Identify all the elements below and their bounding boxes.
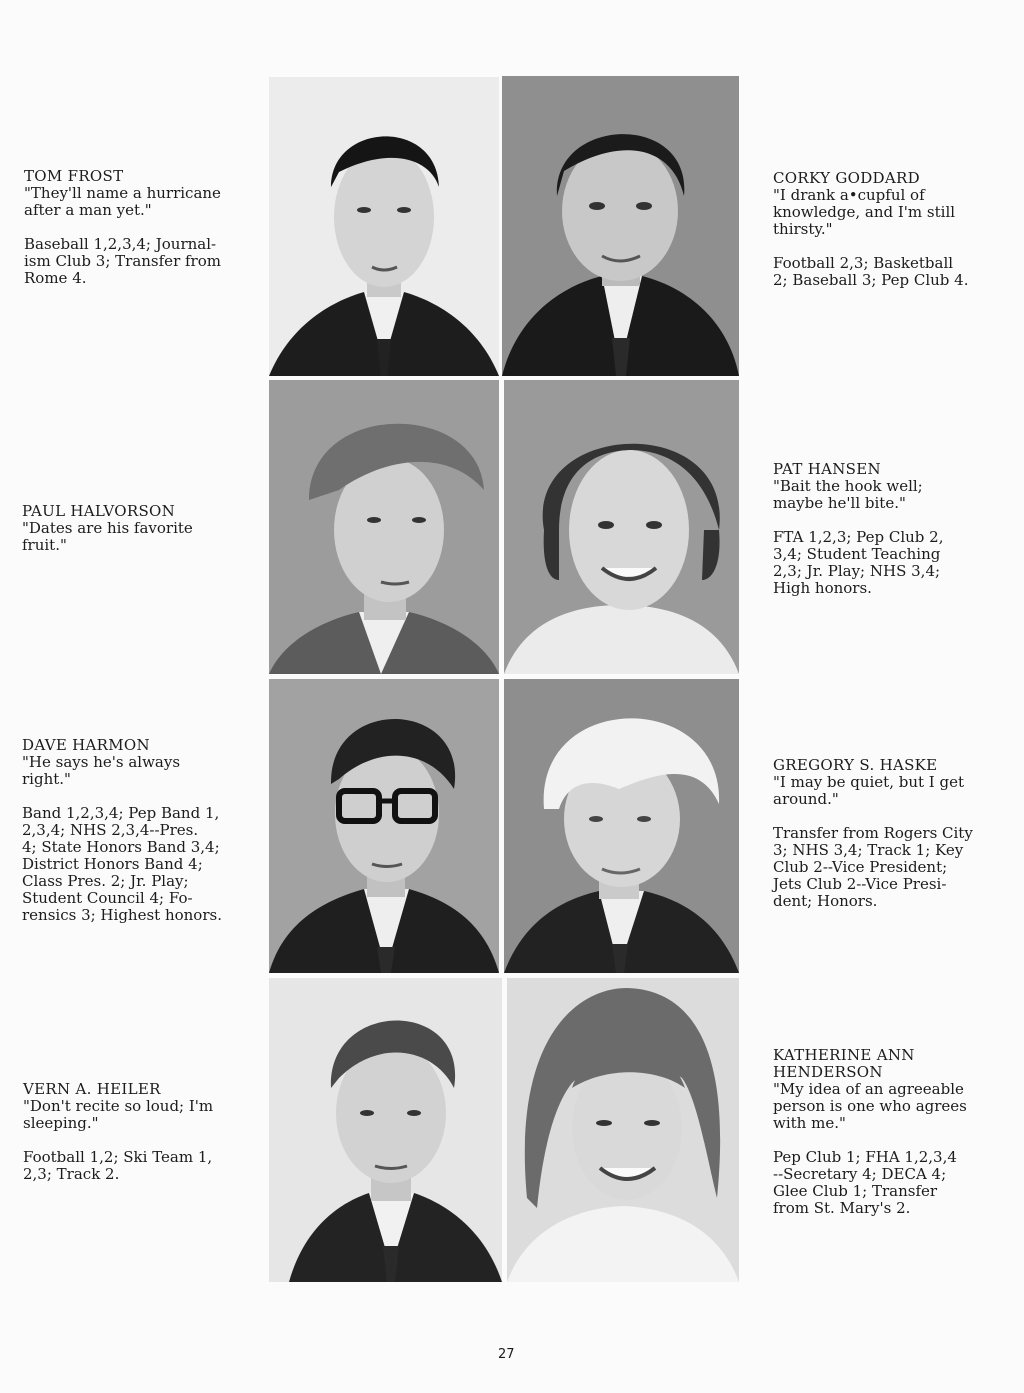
student-quote: "Bait the hook well; maybe he'll bite."	[773, 477, 923, 512]
student-entry-dave-harmon	[22, 737, 222, 924]
student-name: VERN A. HEILER	[23, 1080, 161, 1098]
portrait-gregory-haske	[504, 679, 739, 973]
student-quote: "I may be quiet, but I get around."	[773, 773, 965, 808]
student-activities: Pep Club 1; FHA 1,2,3,4 --Secretary 4; DECA 4; Glee Club 1; Transfer from St. Mary's 2.	[773, 1148, 957, 1217]
student-entry-vern-heiler	[23, 1081, 213, 1183]
student-name: TOM FROST	[24, 167, 124, 185]
student-name: DAVE HARMON	[22, 736, 150, 754]
student-activities: Football 2,3; Basketball 2; Baseball 3; Pep Club 4.	[773, 254, 969, 289]
portrait-corky-goddard	[502, 76, 739, 376]
student-quote: "They'll name a hurricane after a man yet."	[24, 184, 221, 219]
student-name: KATHERINE ANN HENDERSON	[773, 1046, 915, 1081]
student-entry-pat-hansen	[773, 461, 943, 597]
student-name: CORKY GODDARD	[773, 169, 920, 187]
student-quote: "My idea of an agreeable person is one who agrees with me."	[773, 1080, 967, 1132]
student-activities: Football 1,2; Ski Team 1, 2,3; Track 2.	[23, 1148, 213, 1183]
student-activities: Band 1,2,3,4; Pep Band 1, 2,3,4; NHS 2,3,4--Pres. 4; State Honors Band 3,4; District Honors Band 4; Class Pres. 2; Jr. Play; Student Council 4; Fo- rensics 3; Highest honors.	[22, 804, 222, 924]
student-entry-gregory-haske	[773, 757, 973, 910]
student-quote: "I drank a•cupful of knowledge, and I'm still thirsty."	[773, 186, 956, 238]
student-quote: "Don't recite so loud; I'm sleeping."	[23, 1097, 214, 1132]
student-name: GREGORY S. HASKE	[773, 756, 938, 774]
student-entry-paul-halvorson	[22, 503, 193, 554]
student-quote: "He says he's always right."	[22, 753, 181, 788]
student-entry-corky-goddard	[773, 170, 968, 289]
student-activities: FTA 1,2,3; Pep Club 2, 3,4; Student Teaching 2,3; Jr. Play; NHS 3,4; High honors.	[773, 528, 944, 597]
student-entry-katherine-henderson	[773, 1047, 967, 1217]
portrait-tom-frost	[269, 77, 499, 376]
student-name: PAUL HALVORSON	[22, 502, 176, 520]
portrait-pat-hansen	[504, 380, 739, 674]
student-entry-tom-frost	[24, 168, 221, 287]
student-quote: "Dates are his favorite fruit."	[22, 519, 193, 554]
page-number: 27	[498, 1347, 515, 1362]
portrait-katherine-henderson	[507, 978, 739, 1282]
student-activities: Transfer from Rogers City 3; NHS 3,4; Track 1; Key Club 2--Vice President; Jets Club 2--Vice Presi- dent; Honors.	[773, 824, 973, 910]
portrait-paul-halvorson	[269, 380, 499, 674]
student-activities: Baseball 1,2,3,4; Journal- ism Club 3; Transfer from Rome 4.	[24, 235, 221, 287]
portrait-dave-harmon	[269, 679, 499, 973]
portrait-vern-heiler	[269, 978, 502, 1282]
student-name: PAT HANSEN	[773, 460, 881, 478]
